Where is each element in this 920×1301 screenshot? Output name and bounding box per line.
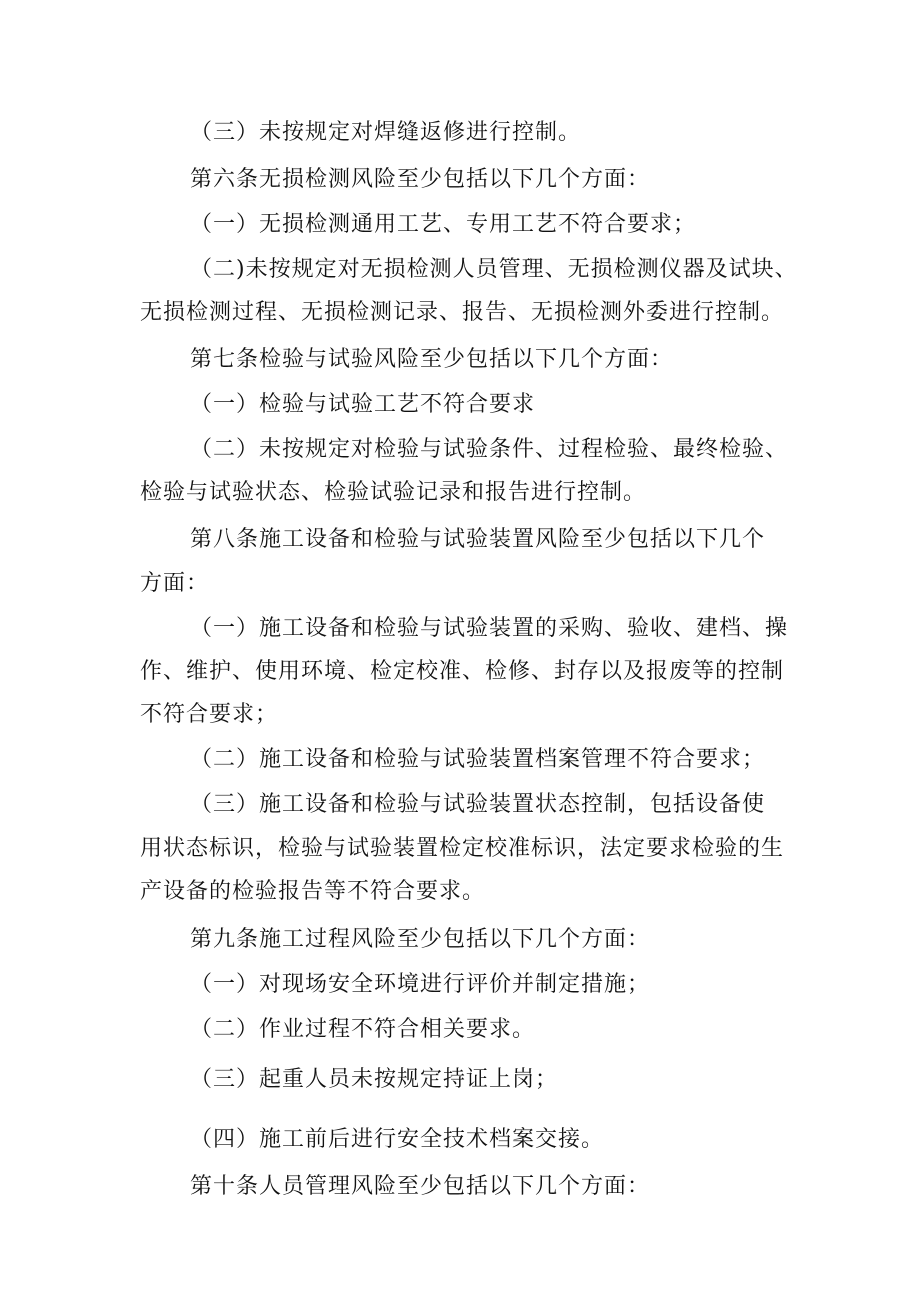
paragraph-line: 用状态标识，检验与试验装置检定校准标识，法定要求检验的生 (140, 836, 785, 861)
paragraph-line: （一）检验与试验工艺不符合要求 (190, 392, 536, 417)
paragraph-line: 作、维护、使用环境、检定校准、检修、封存以及报废等的控制 (140, 659, 785, 684)
paragraph-line: （四）施工前后进行安全技术档案交接。 (190, 1127, 605, 1152)
paragraph-line: （二）作业过程不符合相关要求。 (190, 1017, 536, 1042)
article-heading: 第六条无损检测风险至少包括以下几个方面： (190, 167, 651, 192)
article-heading: 第十条人员管理风险至少包括以下几个方面： (190, 1174, 651, 1199)
paragraph-line: 无损检测过程、无损检测记录、报告、无损检测外委进行控制。 (140, 300, 785, 325)
paragraph-line: （二)未按规定对无损检测人员管理、无损检测仪器及试块、 (190, 257, 798, 282)
article-heading: 第八条施工设备和检验与试验装置风险至少包括以下几个 (190, 527, 766, 552)
paragraph-line: （一）对现场安全环境进行评价并制定措施； (190, 972, 651, 997)
paragraph-line: （三）施工设备和检验与试验装置状态控制，包括设备使 (190, 792, 766, 817)
paragraph-line: （一）施工设备和检验与试验装置的采购、验收、建档、操 (190, 616, 789, 641)
paragraph-line: （二）未按规定对检验与试验条件、过程检验、最终检验、 (190, 437, 789, 462)
paragraph-line: 方面： (140, 571, 210, 596)
paragraph-line: （一）无损检测通用工艺、专用工艺不符合要求； (190, 212, 697, 237)
article-heading: 第九条施工过程风险至少包括以下几个方面： (190, 927, 651, 952)
article-heading: 第七条检验与试验风险至少包括以下几个方面： (190, 347, 674, 372)
paragraph-line: （二）施工设备和检验与试验装置档案管理不符合要求； (190, 747, 766, 772)
paragraph-line: 不符合要求； (140, 702, 279, 727)
paragraph-line: （三）未按规定对焊缝返修进行控制。 (190, 120, 582, 145)
paragraph-line: 检验与试验状态、检验试验记录和报告进行控制。 (140, 480, 647, 505)
paragraph-line: （三）起重人员未按规定持证上岗； (190, 1067, 559, 1092)
paragraph-line: 产设备的检验报告等不符合要求。 (140, 879, 486, 904)
